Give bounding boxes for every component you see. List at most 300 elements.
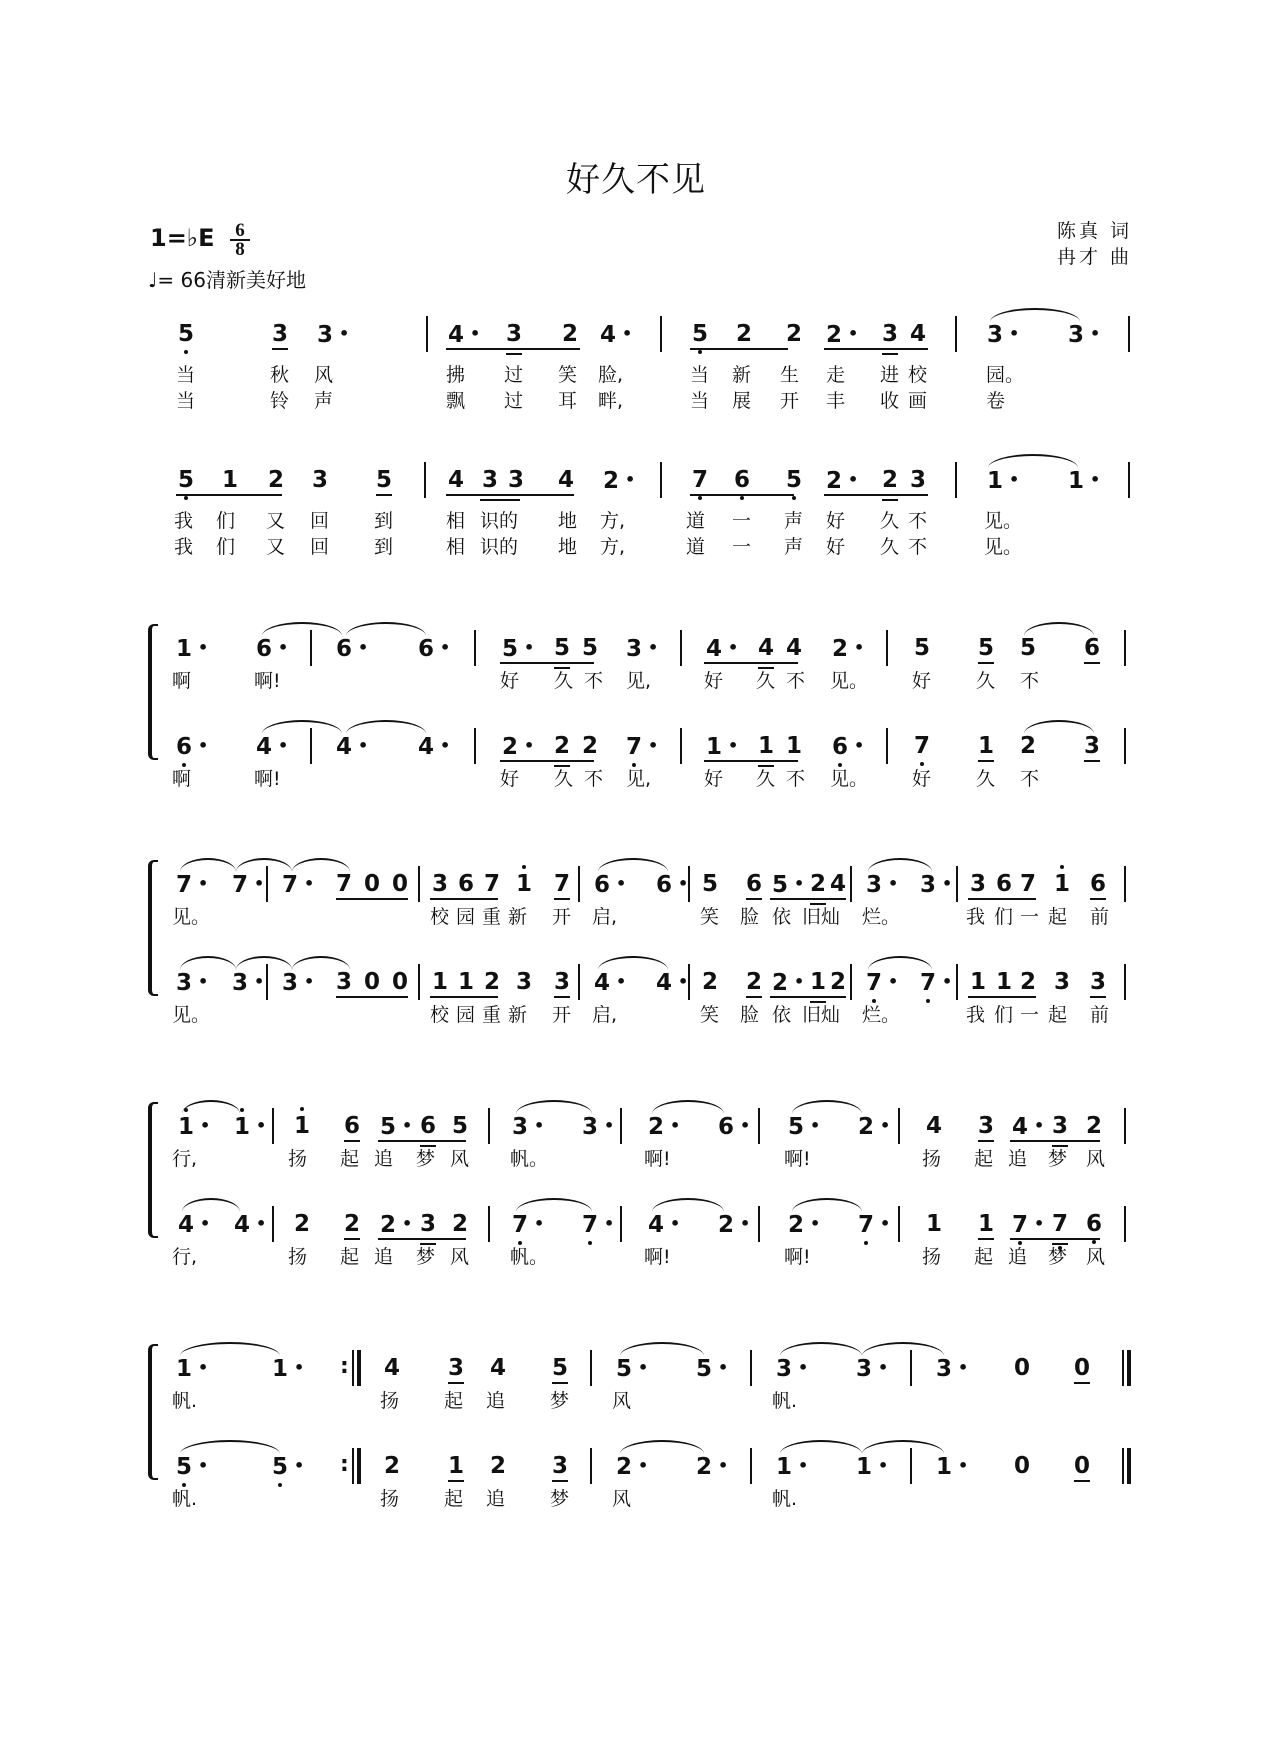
note-digit: 0 xyxy=(364,871,381,897)
note xyxy=(448,468,464,492)
barline xyxy=(955,316,957,352)
lyric-syllable: 们 xyxy=(994,906,1014,928)
note-digit: 4 xyxy=(594,970,611,996)
note-digit: 6 xyxy=(1086,1212,1102,1236)
note xyxy=(234,1212,266,1237)
note xyxy=(1090,872,1106,896)
underline xyxy=(1052,1243,1068,1245)
slur-tie xyxy=(236,858,292,872)
augmentation-dot: • xyxy=(440,638,451,657)
augmentation-dot: • xyxy=(888,972,899,991)
barline xyxy=(352,1350,354,1386)
note-digit: 3 xyxy=(336,969,353,995)
lyric-syllable: 道 xyxy=(686,536,706,558)
lyric-syllable: 久 xyxy=(756,670,776,692)
note xyxy=(776,1356,808,1381)
note-digit: 7 xyxy=(232,872,249,898)
underline xyxy=(344,1238,360,1240)
low-octave-dot xyxy=(838,763,842,767)
lyric-syllable: 一 xyxy=(732,536,752,558)
note xyxy=(176,1356,208,1381)
note xyxy=(502,636,534,661)
underline xyxy=(978,1238,994,1240)
lyric-syllable: 追 xyxy=(486,1488,506,1510)
note-digit: 0 xyxy=(364,969,381,995)
lyric-syllable: 起 xyxy=(974,1246,994,1268)
note xyxy=(490,1454,506,1478)
note xyxy=(384,1454,400,1478)
note xyxy=(432,970,448,994)
barline xyxy=(474,630,476,666)
note xyxy=(702,970,718,994)
note xyxy=(506,322,522,346)
note-digit: 1 xyxy=(758,734,774,758)
note xyxy=(582,1212,614,1237)
note-digit: 6 xyxy=(734,468,750,492)
note xyxy=(920,970,952,995)
augmentation-dot: • xyxy=(810,1116,821,1135)
lyric-syllable: 不 xyxy=(908,510,928,532)
slur-tie xyxy=(598,858,668,872)
note-digit: 3 xyxy=(317,322,334,348)
note xyxy=(432,872,448,896)
underline xyxy=(978,760,994,762)
note-digit: 1 xyxy=(856,1454,873,1480)
final-bar xyxy=(1127,1448,1131,1484)
note-digit: 7 xyxy=(336,871,353,897)
note-digit: 1 xyxy=(432,969,449,995)
note xyxy=(392,872,408,896)
note xyxy=(448,1356,464,1380)
slur-tie xyxy=(620,1440,704,1454)
note-digit: 1 xyxy=(294,1114,310,1138)
note xyxy=(312,468,328,492)
beam-underline xyxy=(1010,1140,1100,1142)
note-digit: 3 xyxy=(856,1356,873,1382)
lyric-syllable: 起 xyxy=(444,1488,464,1510)
barline xyxy=(418,866,420,902)
staff-brace xyxy=(148,624,158,760)
low-octave-dot xyxy=(184,496,188,500)
underline xyxy=(448,1382,464,1384)
lyric-syllable: 又 xyxy=(266,510,286,532)
note xyxy=(1012,1114,1044,1139)
underline xyxy=(420,1243,436,1245)
underline xyxy=(554,765,570,767)
note xyxy=(554,636,570,660)
note xyxy=(826,468,858,493)
note-digit: 3 xyxy=(506,322,522,346)
augmentation-dot: • xyxy=(958,1456,969,1475)
note xyxy=(336,970,352,994)
lyric-syllable: 当 xyxy=(176,390,196,412)
lyric-syllable: 相 xyxy=(446,510,466,532)
note-digit: 3 xyxy=(920,872,937,898)
underline xyxy=(978,662,994,664)
note xyxy=(554,734,570,758)
note xyxy=(272,322,288,346)
slur-tie xyxy=(346,622,426,636)
augmentation-dot: • xyxy=(854,638,865,657)
lyric-syllable: 好 xyxy=(704,670,724,692)
note-digit: 1 xyxy=(978,734,994,758)
note-digit: 5 xyxy=(616,1356,633,1382)
lyric-syllable: 久 xyxy=(880,510,900,532)
augmentation-dot: • xyxy=(200,1214,211,1233)
lyric-syllable: 见, xyxy=(626,768,652,790)
note-digit: 4 xyxy=(558,467,575,493)
note-digit: 3 xyxy=(978,1114,994,1138)
underline xyxy=(758,765,774,767)
low-octave-dot xyxy=(278,1483,282,1487)
lyric-syllable: 重 xyxy=(482,906,502,928)
note-digit: 4 xyxy=(910,321,927,347)
lyric-syllable: 起 xyxy=(1048,1004,1068,1026)
note xyxy=(910,468,926,492)
lyric-syllable: 画 xyxy=(908,390,928,412)
note-digit: 5 xyxy=(786,468,802,492)
note-digit: 6 xyxy=(656,872,673,898)
note-digit: 2 xyxy=(490,1453,507,1479)
note-digit: 3 xyxy=(482,467,499,493)
lyric-syllable: 到 xyxy=(374,510,394,532)
barline xyxy=(886,630,888,666)
lyric-syllable: 梦 xyxy=(1048,1246,1068,1268)
note-digit: 5 xyxy=(696,1356,713,1382)
note-digit: 6 xyxy=(1084,636,1100,660)
note-digit: 1 xyxy=(936,1454,953,1480)
note-digit: 3 xyxy=(282,970,299,996)
low-octave-dot xyxy=(184,350,188,354)
augmentation-dot: • xyxy=(648,736,659,755)
note xyxy=(392,970,408,994)
augmentation-dot: • xyxy=(1034,1214,1045,1233)
lyric-syllable: 梦 xyxy=(416,1148,436,1170)
note-digit: 5 xyxy=(376,468,392,492)
augmentation-dot: • xyxy=(470,324,481,343)
lyric-syllable: 校 xyxy=(430,906,450,928)
lyric-syllable: 道 xyxy=(686,510,706,532)
lyric-syllable: 久 xyxy=(880,536,900,558)
note xyxy=(176,872,208,897)
lyric-syllable: 起 xyxy=(340,1148,360,1170)
barline xyxy=(886,728,888,764)
note-digit: 1 xyxy=(996,969,1013,995)
lyric-syllable: 一 xyxy=(1020,906,1040,928)
lyric-syllable: 扬 xyxy=(380,1390,400,1412)
note xyxy=(176,636,208,661)
augmentation-dot: • xyxy=(1009,324,1020,343)
lyric-syllable: 回 xyxy=(310,536,330,558)
lyric-syllable: 旧灿 xyxy=(802,906,841,928)
slur-tie xyxy=(1024,720,1094,734)
composer-credit: 冉才 曲 xyxy=(1056,246,1132,268)
note xyxy=(718,1212,750,1237)
lyric-syllable: 风 xyxy=(1086,1148,1106,1170)
note-digit: 3 xyxy=(776,1356,793,1382)
note xyxy=(926,1114,942,1138)
lyric-syllable: 走 xyxy=(826,364,846,386)
beam-underline xyxy=(480,494,520,496)
note-digit: 4 xyxy=(926,1113,943,1139)
note xyxy=(736,322,752,346)
note xyxy=(282,872,314,897)
note xyxy=(1052,1212,1068,1236)
augmentation-dot: • xyxy=(718,1456,729,1475)
note-digit: 7 xyxy=(554,872,570,896)
lyric-syllable: 起 xyxy=(444,1390,464,1412)
note xyxy=(294,1114,310,1138)
repeat-end-bar xyxy=(357,1448,361,1484)
note-digit: 7 xyxy=(858,1213,874,1237)
note-digit: 2 xyxy=(554,734,570,758)
note xyxy=(696,1454,728,1479)
slur-tie xyxy=(988,454,1078,468)
note xyxy=(380,1212,412,1237)
augmentation-dot: • xyxy=(198,1358,209,1377)
lyric-syllable: 校 xyxy=(908,364,928,386)
underline xyxy=(978,1140,994,1142)
note-digit: 3 xyxy=(910,467,927,493)
augmentation-dot: • xyxy=(625,470,636,489)
augmentation-dot: • xyxy=(958,1358,969,1377)
note-digit: 4 xyxy=(758,636,774,660)
lyric-syllable: 不 xyxy=(1020,768,1040,790)
note-digit: 1 xyxy=(978,1212,994,1236)
note xyxy=(920,872,952,897)
lyric-syllable: 到 xyxy=(374,536,394,558)
note-digit: 3 xyxy=(1090,970,1106,994)
note-digit: 7 xyxy=(920,971,936,995)
note xyxy=(458,970,474,994)
lyric-syllable: 秋 xyxy=(270,364,290,386)
note-digit: 3 xyxy=(1052,1114,1068,1138)
underline xyxy=(810,1001,826,1003)
lyric-syllable: 重 xyxy=(482,1004,502,1026)
augmentation-dot: • xyxy=(524,736,535,755)
lyric-syllable: 一 xyxy=(1020,1004,1040,1026)
note-digit: 2 xyxy=(826,468,843,494)
lyric-syllable: 启, xyxy=(592,906,618,928)
augmentation-dot: • xyxy=(304,874,315,893)
lyric-syllable: 见。 xyxy=(984,536,1023,558)
note xyxy=(810,970,826,994)
lyric-syllable: 好 xyxy=(912,768,932,790)
note-digit: 4 xyxy=(234,1212,251,1238)
augmentation-dot: • xyxy=(798,1358,809,1377)
barline xyxy=(680,630,682,666)
slur-tie xyxy=(180,858,236,872)
note xyxy=(582,1114,614,1139)
barline xyxy=(1124,630,1126,666)
note xyxy=(458,872,474,896)
note xyxy=(516,970,532,994)
barline xyxy=(680,728,682,764)
note xyxy=(996,970,1012,994)
augmentation-dot: • xyxy=(1034,1116,1045,1135)
note-digit: 2 xyxy=(786,321,803,347)
note xyxy=(516,872,532,896)
barline xyxy=(688,964,690,1000)
slur-tie xyxy=(292,858,350,872)
augmentation-dot: • xyxy=(254,972,265,991)
barline xyxy=(488,1108,490,1144)
low-octave-dot xyxy=(518,1241,522,1245)
beam-underline xyxy=(824,348,928,350)
note xyxy=(936,1356,968,1381)
note-digit: 3 xyxy=(420,1212,436,1236)
note xyxy=(420,1114,436,1138)
note-digit: 2 xyxy=(603,468,620,494)
augmentation-dot: • xyxy=(728,736,739,755)
note-digit: 2 xyxy=(1020,733,1037,759)
barline xyxy=(1124,728,1126,764)
note xyxy=(616,1356,648,1381)
barline xyxy=(758,1108,760,1144)
note-digit: 2 xyxy=(746,970,762,994)
lyric-syllable: 不 xyxy=(908,536,928,558)
lyric-syllable: 识的 xyxy=(480,510,519,532)
underline xyxy=(272,348,288,350)
slur-tie xyxy=(516,1100,592,1114)
note xyxy=(336,636,368,661)
time-signature xyxy=(230,222,250,258)
note xyxy=(788,1212,820,1237)
note-digit: 1 xyxy=(272,1356,289,1382)
note xyxy=(1052,1114,1068,1138)
note xyxy=(317,322,349,347)
note-digit: 2 xyxy=(562,321,579,347)
note-digit: 3 xyxy=(448,1356,464,1380)
note xyxy=(746,872,762,896)
lyric-syllable: 我 xyxy=(966,1004,986,1026)
note xyxy=(832,636,864,661)
underline xyxy=(1074,1382,1090,1384)
note-digit: 5 xyxy=(772,872,789,898)
slur-tie xyxy=(862,1440,944,1454)
barline xyxy=(955,462,957,498)
lyric-syllable: 不 xyxy=(584,768,604,790)
note xyxy=(656,970,688,995)
underline xyxy=(1090,996,1106,998)
note-digit: 6 xyxy=(420,1114,436,1138)
beam-underline xyxy=(480,499,520,501)
augmentation-dot: • xyxy=(339,324,350,343)
beam-underline xyxy=(1010,1238,1100,1240)
note xyxy=(970,970,986,994)
barline xyxy=(1122,1448,1124,1484)
lyric-syllable: 帆. xyxy=(172,1488,198,1510)
augmentation-dot: • xyxy=(880,1116,891,1135)
note-digit: 3 xyxy=(508,467,525,493)
lyric-syllable: 过 xyxy=(504,390,524,412)
slur-tie xyxy=(780,1342,862,1356)
beam-underline xyxy=(176,494,282,496)
lyric-syllable: 进 xyxy=(880,364,900,386)
note xyxy=(600,322,632,347)
note xyxy=(1086,1212,1102,1236)
note xyxy=(696,1356,728,1381)
lyric-syllable: 不 xyxy=(584,670,604,692)
augmentation-dot: • xyxy=(198,736,209,755)
note-digit: 6 xyxy=(832,735,848,759)
beam-underline xyxy=(500,760,594,762)
lyric-syllable: 好 xyxy=(912,670,932,692)
note-digit: 3 xyxy=(232,970,249,996)
note xyxy=(256,734,288,759)
lyric-syllable: 啊! xyxy=(784,1148,811,1170)
lyric-syllable: 笑 xyxy=(558,364,578,386)
note-digit: 2 xyxy=(882,468,898,492)
slur-tie xyxy=(182,1100,240,1114)
underline xyxy=(1052,1145,1068,1147)
note xyxy=(648,1212,680,1237)
barline xyxy=(418,964,420,1000)
note-digit: 1 xyxy=(176,1356,193,1382)
slur-tie xyxy=(262,622,342,636)
barline xyxy=(426,316,428,352)
note xyxy=(272,1356,304,1381)
lyric-syllable: 回 xyxy=(310,510,330,532)
note-digit: 3 xyxy=(582,1114,599,1140)
high-octave-dot xyxy=(300,1107,304,1111)
note xyxy=(294,1212,310,1236)
note-digit: 2 xyxy=(858,1114,875,1140)
lyric-syllable: 开 xyxy=(780,390,800,412)
note-digit: 6 xyxy=(718,1114,735,1140)
note xyxy=(376,468,392,492)
note xyxy=(272,1454,304,1479)
lyric-syllable: 行, xyxy=(172,1246,198,1268)
augmentation-dot: • xyxy=(670,1214,681,1233)
augmentation-dot: • xyxy=(254,874,265,893)
low-octave-dot xyxy=(926,999,930,1003)
lyric-syllable: 笑 xyxy=(700,1004,720,1026)
lyric-syllable: 帆。 xyxy=(510,1148,549,1170)
note xyxy=(594,970,626,995)
lyric-syllable: 前 xyxy=(1090,906,1110,928)
note xyxy=(552,1356,568,1380)
slur-tie xyxy=(180,1342,280,1356)
lyric-syllable: 起 xyxy=(1048,906,1068,928)
augmentation-dot: • xyxy=(198,638,209,657)
note-digit: 7 xyxy=(1020,871,1037,897)
note xyxy=(706,734,738,759)
high-octave-dot xyxy=(240,1108,244,1112)
note xyxy=(987,322,1019,347)
lyric-syllable: 久 xyxy=(976,768,996,790)
slur-tie xyxy=(236,956,292,970)
underline xyxy=(376,494,392,496)
note xyxy=(176,970,208,995)
note xyxy=(222,468,238,492)
lyric-syllable: 见。 xyxy=(172,906,211,928)
augmentation-dot: • xyxy=(648,638,659,657)
note-digit: 1 xyxy=(176,636,193,662)
augmentation-dot: • xyxy=(1009,470,1020,489)
underline xyxy=(1090,898,1106,900)
augmentation-dot: • xyxy=(878,1358,889,1377)
note xyxy=(484,970,500,994)
beam-underline xyxy=(968,898,1036,900)
lyric-syllable: 铃 xyxy=(270,390,290,412)
beam-underline xyxy=(430,996,498,998)
underline xyxy=(1074,1480,1090,1482)
augmentation-dot: • xyxy=(854,736,865,755)
lyric-syllable: 风 xyxy=(314,364,334,386)
note-digit: 3 xyxy=(626,636,643,662)
note xyxy=(178,1212,210,1237)
